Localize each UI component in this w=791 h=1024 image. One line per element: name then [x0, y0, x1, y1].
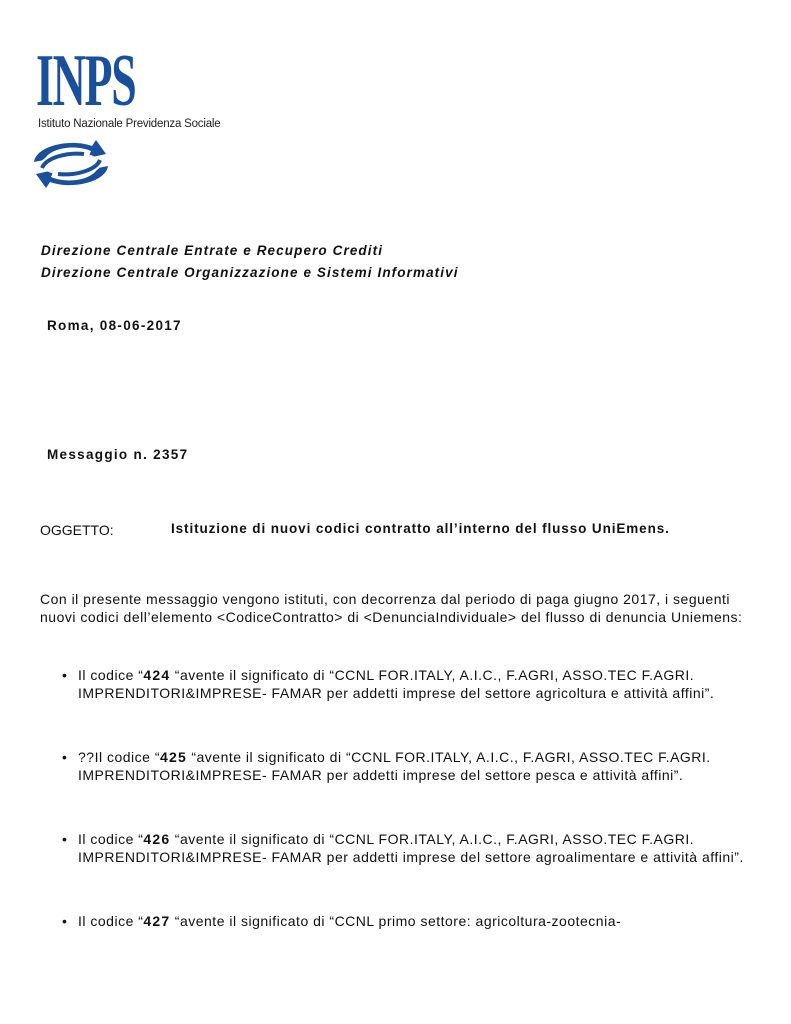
bullet-icon: • — [62, 667, 68, 683]
item-prefix: Il codice “ — [78, 913, 144, 929]
item-code: 425 — [159, 749, 187, 765]
item-code: 426 — [143, 831, 171, 847]
item-prefix: Il codice “ — [78, 667, 144, 683]
document-date: Roma, 08-06-2017 — [47, 318, 182, 333]
direction-line: Direzione Centrale Entrate e Recupero Crediti — [41, 243, 384, 258]
bullet-icon: • — [62, 831, 68, 847]
direction-line: Direzione Centrale Organizzazione e Sistemi Informativi — [41, 265, 459, 280]
inps-logo — [36, 40, 256, 196]
intro-paragraph: Con il presente messaggio vengono istituti, con decorrenza dal periodo di paga giugno 2017, i seguenti nuovi codici dell’elemento <CodiceContratto> di <DenunciaIndividuale> del flusso di denuncia Uniemens: — [40, 591, 743, 625]
subject-label: OGGETTO: — [40, 522, 114, 538]
bullet-icon: • — [62, 749, 68, 765]
list-item — [62, 749, 752, 784]
list-item — [62, 913, 752, 931]
directions-block — [41, 240, 459, 284]
subject-text: Istituzione di nuovi codici contratto all’interno del flusso UniEmens. — [171, 521, 670, 536]
item-prefix: ??Il codice “ — [78, 749, 160, 765]
logo-wordmark: INPS — [36, 40, 136, 122]
item-prefix: Il codice “ — [78, 831, 144, 847]
inps-arrows-icon — [26, 138, 116, 190]
list-item — [62, 831, 752, 866]
bullet-icon: • — [62, 913, 68, 929]
item-text: “avente il significato di “CCNL FOR.ITALY, A.I.C., F.AGRI, ASSO.TEC F.AGRI. IMPRENDITORI&IMPRESE- FAMAR per addetti imprese del settore agroalimentare e attività affini”. — [78, 831, 744, 865]
message-number: Messaggio n. 2357 — [47, 447, 189, 462]
code-list — [62, 667, 752, 978]
item-code: 424 — [143, 667, 171, 683]
list-item — [62, 667, 752, 702]
item-text: “avente il significato di “CCNL FOR.ITALY, A.I.C., F.AGRI, ASSO.TEC F.AGRI. IMPRENDITORI&IMPRESE- FAMAR per addetti imprese del settore agricoltura e attività affini”. — [78, 667, 715, 701]
item-text: “avente il significato di “CCNL FOR.ITALY, A.I.C., F.AGRI, ASSO.TEC F.AGRI. IMPRENDITORI&IMPRESE- FAMAR per addetti imprese del settore pesca e attività affini”. — [78, 749, 711, 783]
logo-subtitle: Istituto Nazionale Previdenza Sociale — [38, 118, 221, 130]
item-text: “avente il significato di “CCNL primo settore: agricoltura-zootecnia- — [170, 913, 622, 929]
item-code: 427 — [143, 913, 171, 929]
